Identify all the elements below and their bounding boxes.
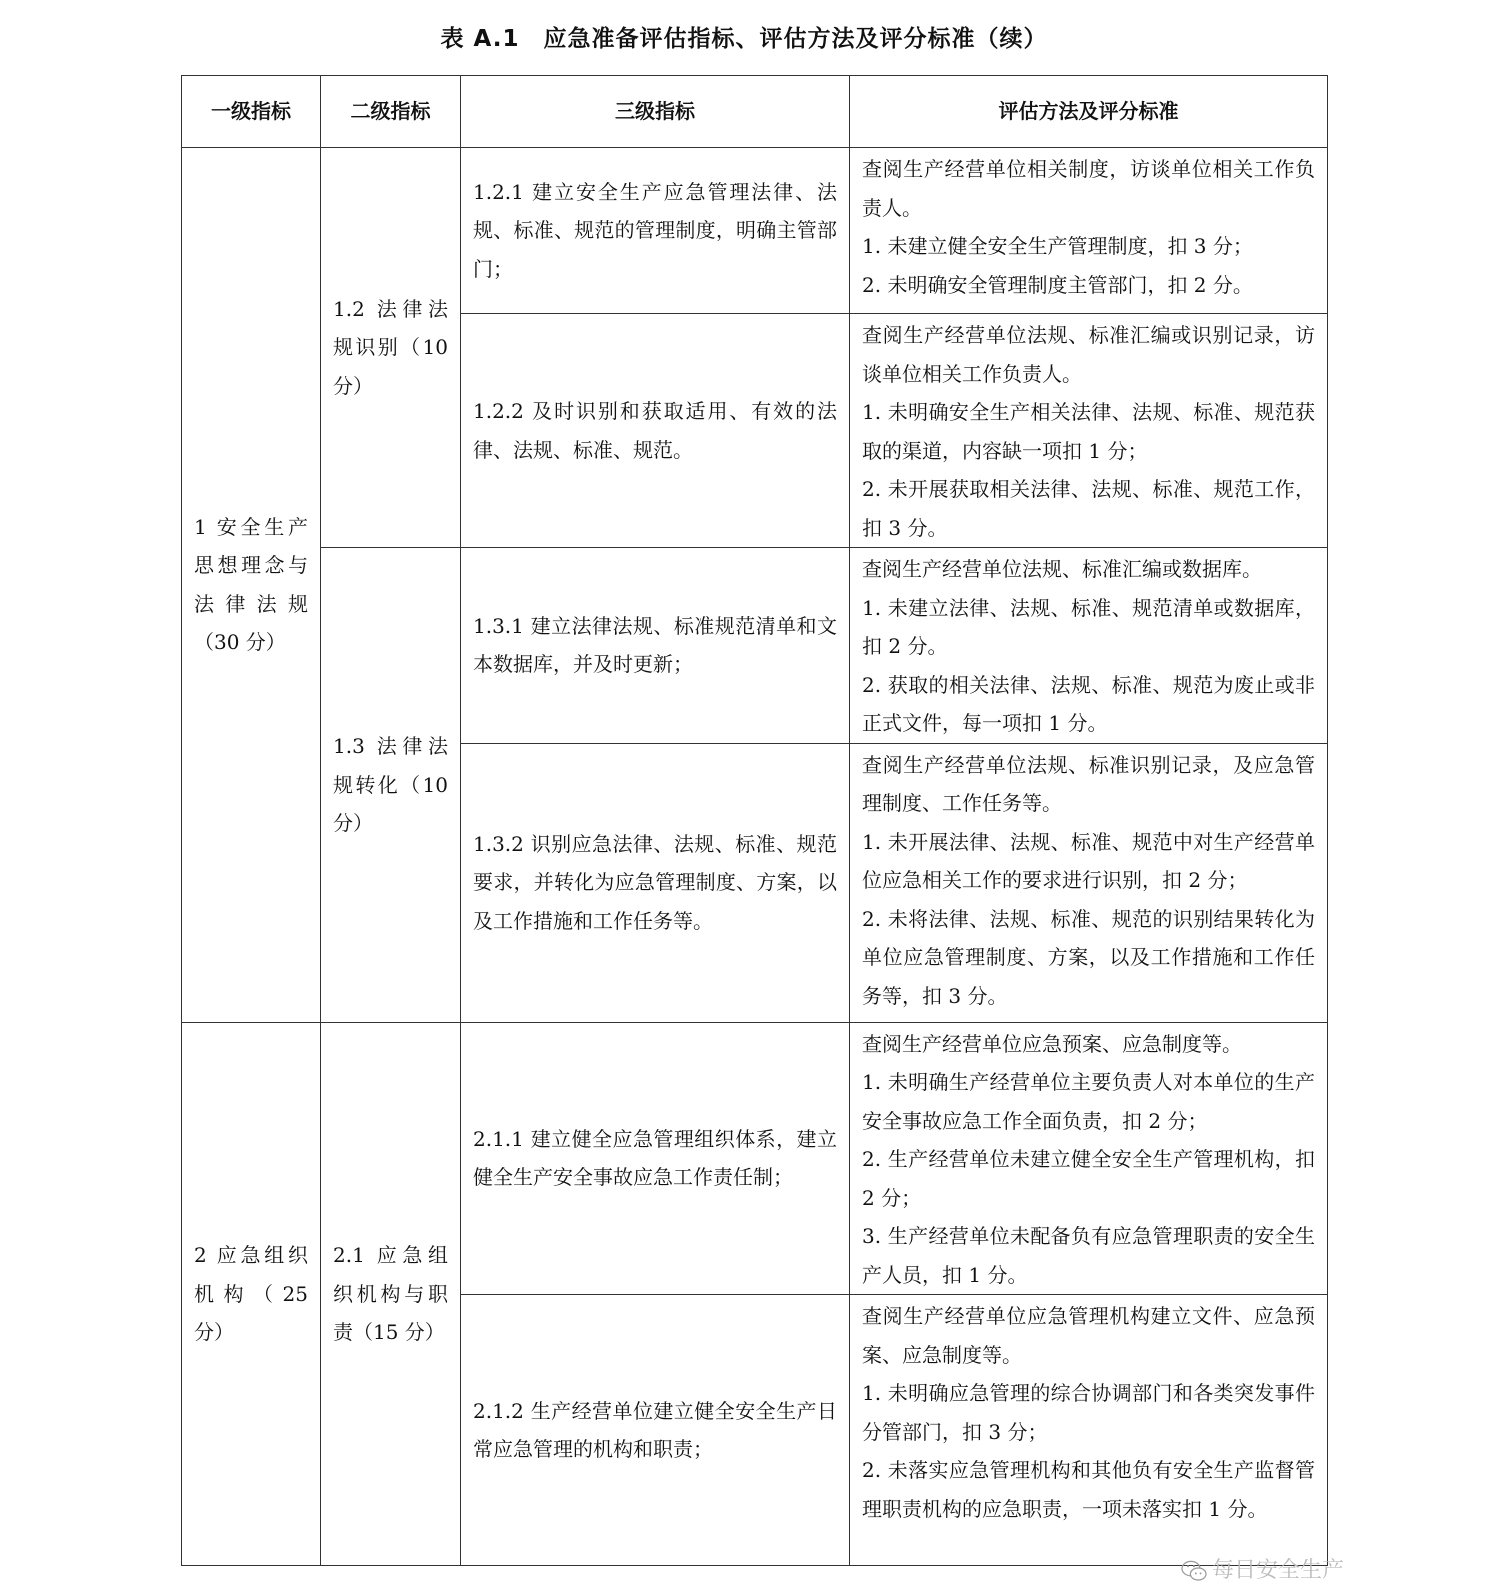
table-row: [182, 148, 1328, 314]
method-line: 查阅生产经营单位应急预案、应急制度等。: [862, 1031, 1242, 1056]
header-row: [182, 76, 1328, 148]
method-line: 查阅生产经营单位法规、标准汇编或数据库。: [862, 557, 1262, 581]
method-cell: [850, 148, 1328, 314]
method-line: 1. 未建立法律、法规、标准、规范清单或数据库，扣 2 分。: [862, 595, 1315, 658]
method-cell: [850, 314, 1328, 548]
method-cell: [850, 1295, 1328, 1566]
method-line: 1. 未开展法律、法规、标准、规范中对生产经营单位应急相关工作的要求进行识别，扣 2 分；: [862, 829, 1315, 892]
method-line: 查阅生产经营单位法规、标准识别记录，及应急管理制度、工作任务等。: [862, 752, 1315, 815]
method-line: 查阅生产经营单位相关制度，访谈单位相关工作负责人。: [862, 157, 1315, 220]
method-line: 2. 生产经营单位未建立健全安全生产管理机构，扣 2 分；: [862, 1147, 1315, 1210]
method-cell: [850, 743, 1328, 1022]
table-title: 表 A.1 应急准备评估指标、评估方法及评分标准（续）: [440, 26, 1048, 52]
method-line: 2. 未明确安全管理制度主管部门，扣 2 分。: [862, 272, 1253, 297]
level3-cell: 2.1.2 生产经营单位建立健全安全生产日常应急管理的机构和职责；: [461, 1295, 850, 1566]
level3-cell: 1.3.2 识别应急法律、法规、标准、规范要求，并转化为应急管理制度、方案，以及工作措施和工作任务等。: [461, 743, 850, 1022]
table-row: [182, 1022, 1328, 1295]
method-cell: [850, 548, 1328, 744]
watermark-text: 每日安全生产: [1212, 1558, 1345, 1583]
method-line: 2. 未落实应急管理机构和其他负有安全生产监督管理职责机构的应急职责，一项未落实扣 1 分。: [862, 1458, 1315, 1521]
method-line: 1. 未建立健全安全生产管理制度，扣 3 分；: [862, 234, 1253, 258]
header-method: 评估方法及评分标准: [850, 76, 1328, 148]
method-line: 2. 未开展获取相关法律、法规、标准、规范工作，扣 3 分。: [862, 477, 1315, 540]
header-level1: 一级指标: [182, 76, 321, 148]
table-row: [182, 548, 1328, 744]
method-line: 查阅生产经营单位应急管理机构建立文件、应急预案、应急制度等。: [862, 1304, 1315, 1367]
evaluation-table: [181, 75, 1328, 1566]
level1-cell: 2 应急组织机构（25 分）: [182, 1022, 321, 1566]
level3-cell: 1.3.1 建立法律法规、标准规范清单和文本数据库，并及时更新；: [461, 548, 850, 744]
method-line: 2. 获取的相关法律、法规、标准、规范为废止或非正式文件，每一项扣 1 分。: [862, 672, 1315, 735]
level2-cell: 1.2 法律法规识别（10 分）: [321, 148, 461, 548]
method-line: 查阅生产经营单位法规、标准汇编或识别记录，访谈单位相关工作负责人。: [862, 323, 1315, 386]
method-line: 1. 未明确生产经营单位主要负责人对本单位的生产安全事故应急工作全面负责，扣 2 分；: [862, 1070, 1315, 1133]
level3-cell: 1.2.2 及时识别和获取适用、有效的法律、法规、标准、规范。: [461, 314, 850, 548]
level2-cell: 1.3 法律法规转化（10 分）: [321, 548, 461, 1023]
method-line: 3. 生产经营单位未配备负有应急管理职责的安全生产人员，扣 1 分。: [862, 1224, 1315, 1287]
watermark: [1180, 1558, 1344, 1584]
level1-cell: 1 安全生产思想理念与法律法规（30 分）: [182, 148, 321, 1023]
level2-cell: 2.1 应急组织机构与职责（15 分）: [321, 1022, 461, 1566]
method-line: 2. 未将法律、法规、标准、规范的识别结果转化为单位应急管理制度、方案，以及工作措施和工作任务等，扣 3 分。: [862, 906, 1315, 1008]
method-cell: [850, 1022, 1328, 1295]
header-level3: 三级指标: [461, 76, 850, 148]
header-level2: 二级指标: [321, 76, 461, 148]
level3-cell: 1.2.1 建立安全生产应急管理法律、法规、标准、规范的管理制度，明确主管部门；: [461, 148, 850, 314]
method-line: 1. 未明确安全生产相关法律、法规、标准、规范获取的渠道，内容缺一项扣 1 分；: [862, 400, 1315, 463]
level3-cell: 2.1.1 建立健全应急管理组织体系，建立健全生产安全事故应急工作责任制；: [461, 1022, 850, 1295]
method-line: 1. 未明确应急管理的综合协调部门和各类突发事件分管部门，扣 3 分；: [862, 1381, 1315, 1444]
wechat-icon: [1180, 1559, 1208, 1583]
